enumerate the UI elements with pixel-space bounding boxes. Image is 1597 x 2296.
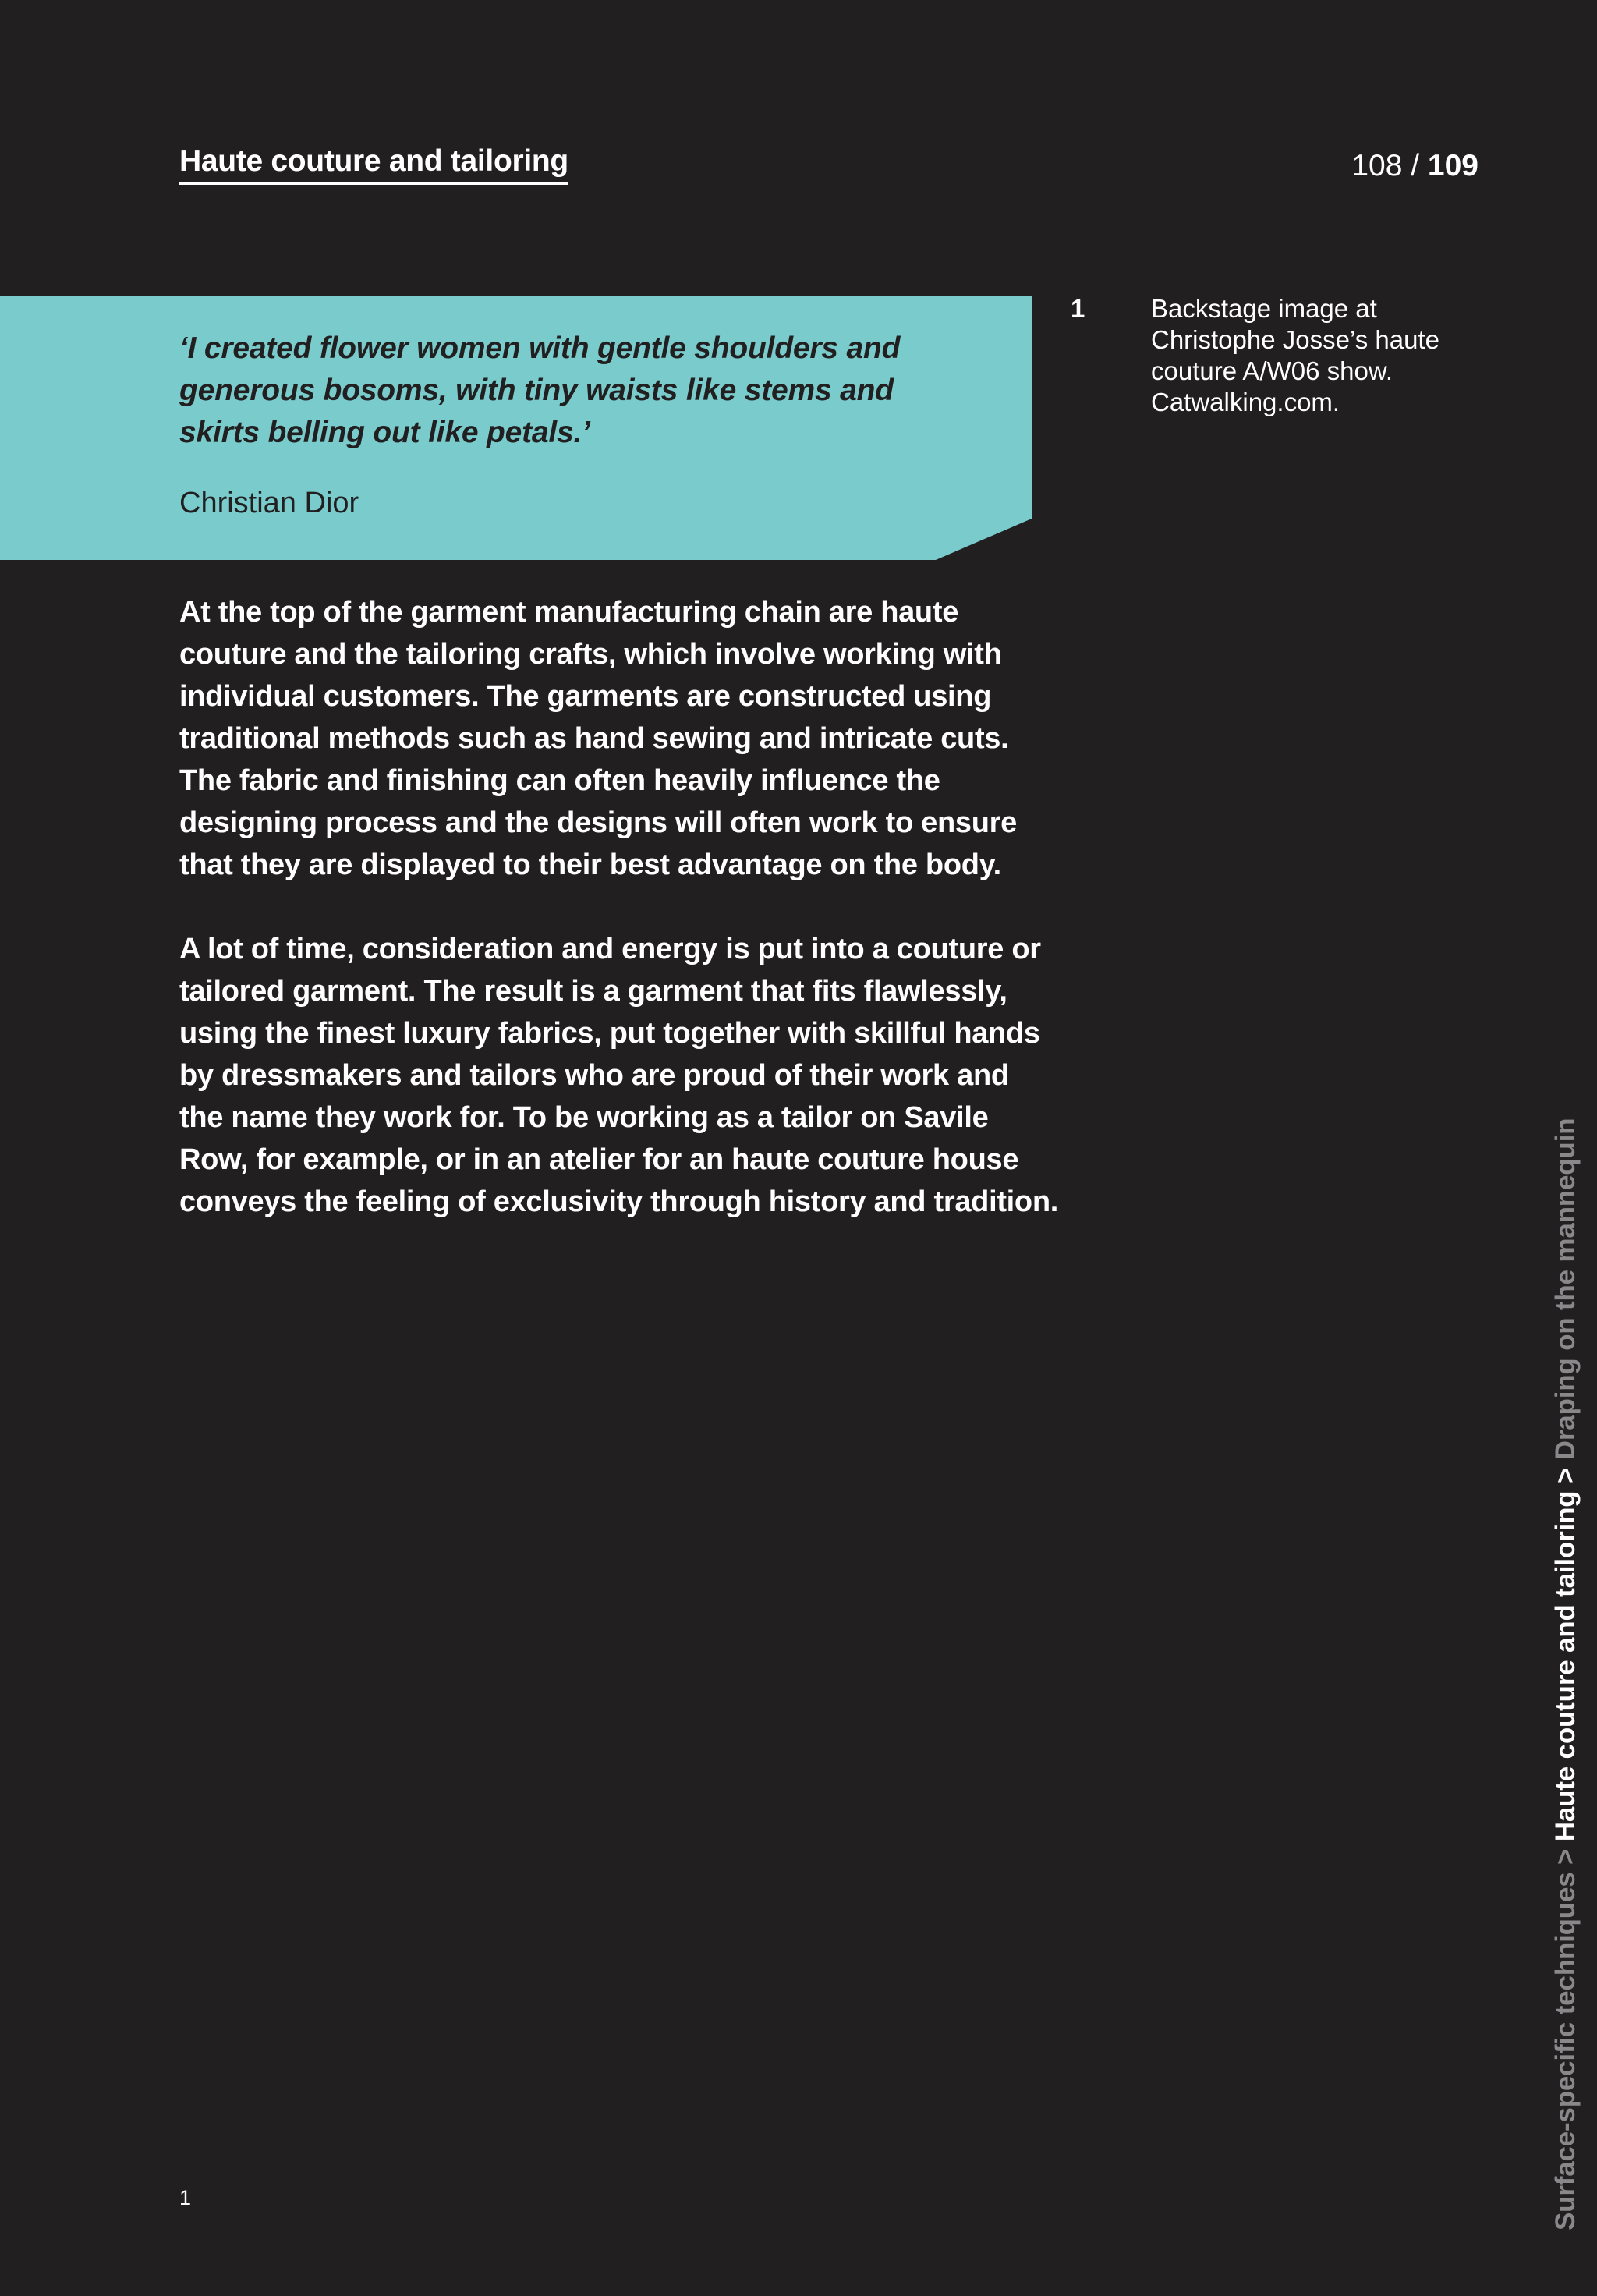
body-paragraph: A lot of time, consideration and energy is put into a couture or tailored garment. The result is a garment that fits flawlessly, using the finest luxury fabrics, put together with skillful hands by dressmakers and tailors who are proud of their work and the name they work for. To be working as a tailor on Savile Row, for example, or in an atelier for an haute couture house conveys the feeling of exclusivity through history and tradition. [179,933,1059,1218]
pull-quote-text: ‘I created flower women with gentle shoulders and generous bosoms, with tiny waists like stems and skirts belling out like petals.’ [179,331,901,449]
breadcrumb-separator: > [1550,1467,1581,1484]
caption-text: Backstage image at Christophe Josse’s haute couture A/W06 show. Catwalking.com. [1151,294,1439,416]
pull-quote-author: Christian Dior [179,487,359,519]
breadcrumb-previous[interactable]: Surface-specific techniques [1550,1872,1581,2230]
body-text [179,591,1061,1265]
section-title: Haute couture and tailoring [179,145,568,185]
page-number-left: 108 [1351,149,1403,182]
breadcrumb-current: Haute couture and tailoring [1550,1490,1581,1842]
breadcrumb-separator: > [1550,1848,1581,1865]
page-numbers [1351,150,1478,183]
page-number-separator: / [1411,149,1420,182]
body-paragraph: At the top of the garment manufacturing chain are haute couture and the tailoring crafts, which involve working with individual customers. The garments are constructed using traditional methods such as hand sewing and intricate cuts. The fabric and finishing can often heavily influence the designing process and the designs will often work to ensure that they are displayed to their best advantage on the body. [179,596,1017,881]
figure-number: 1 [179,2186,192,2209]
caption-number: 1 [1071,294,1085,323]
page-number-right: 109 [1427,149,1478,182]
side-breadcrumb [1552,1118,1579,2230]
breadcrumb-next[interactable]: Draping on the mannequin [1550,1118,1581,1461]
